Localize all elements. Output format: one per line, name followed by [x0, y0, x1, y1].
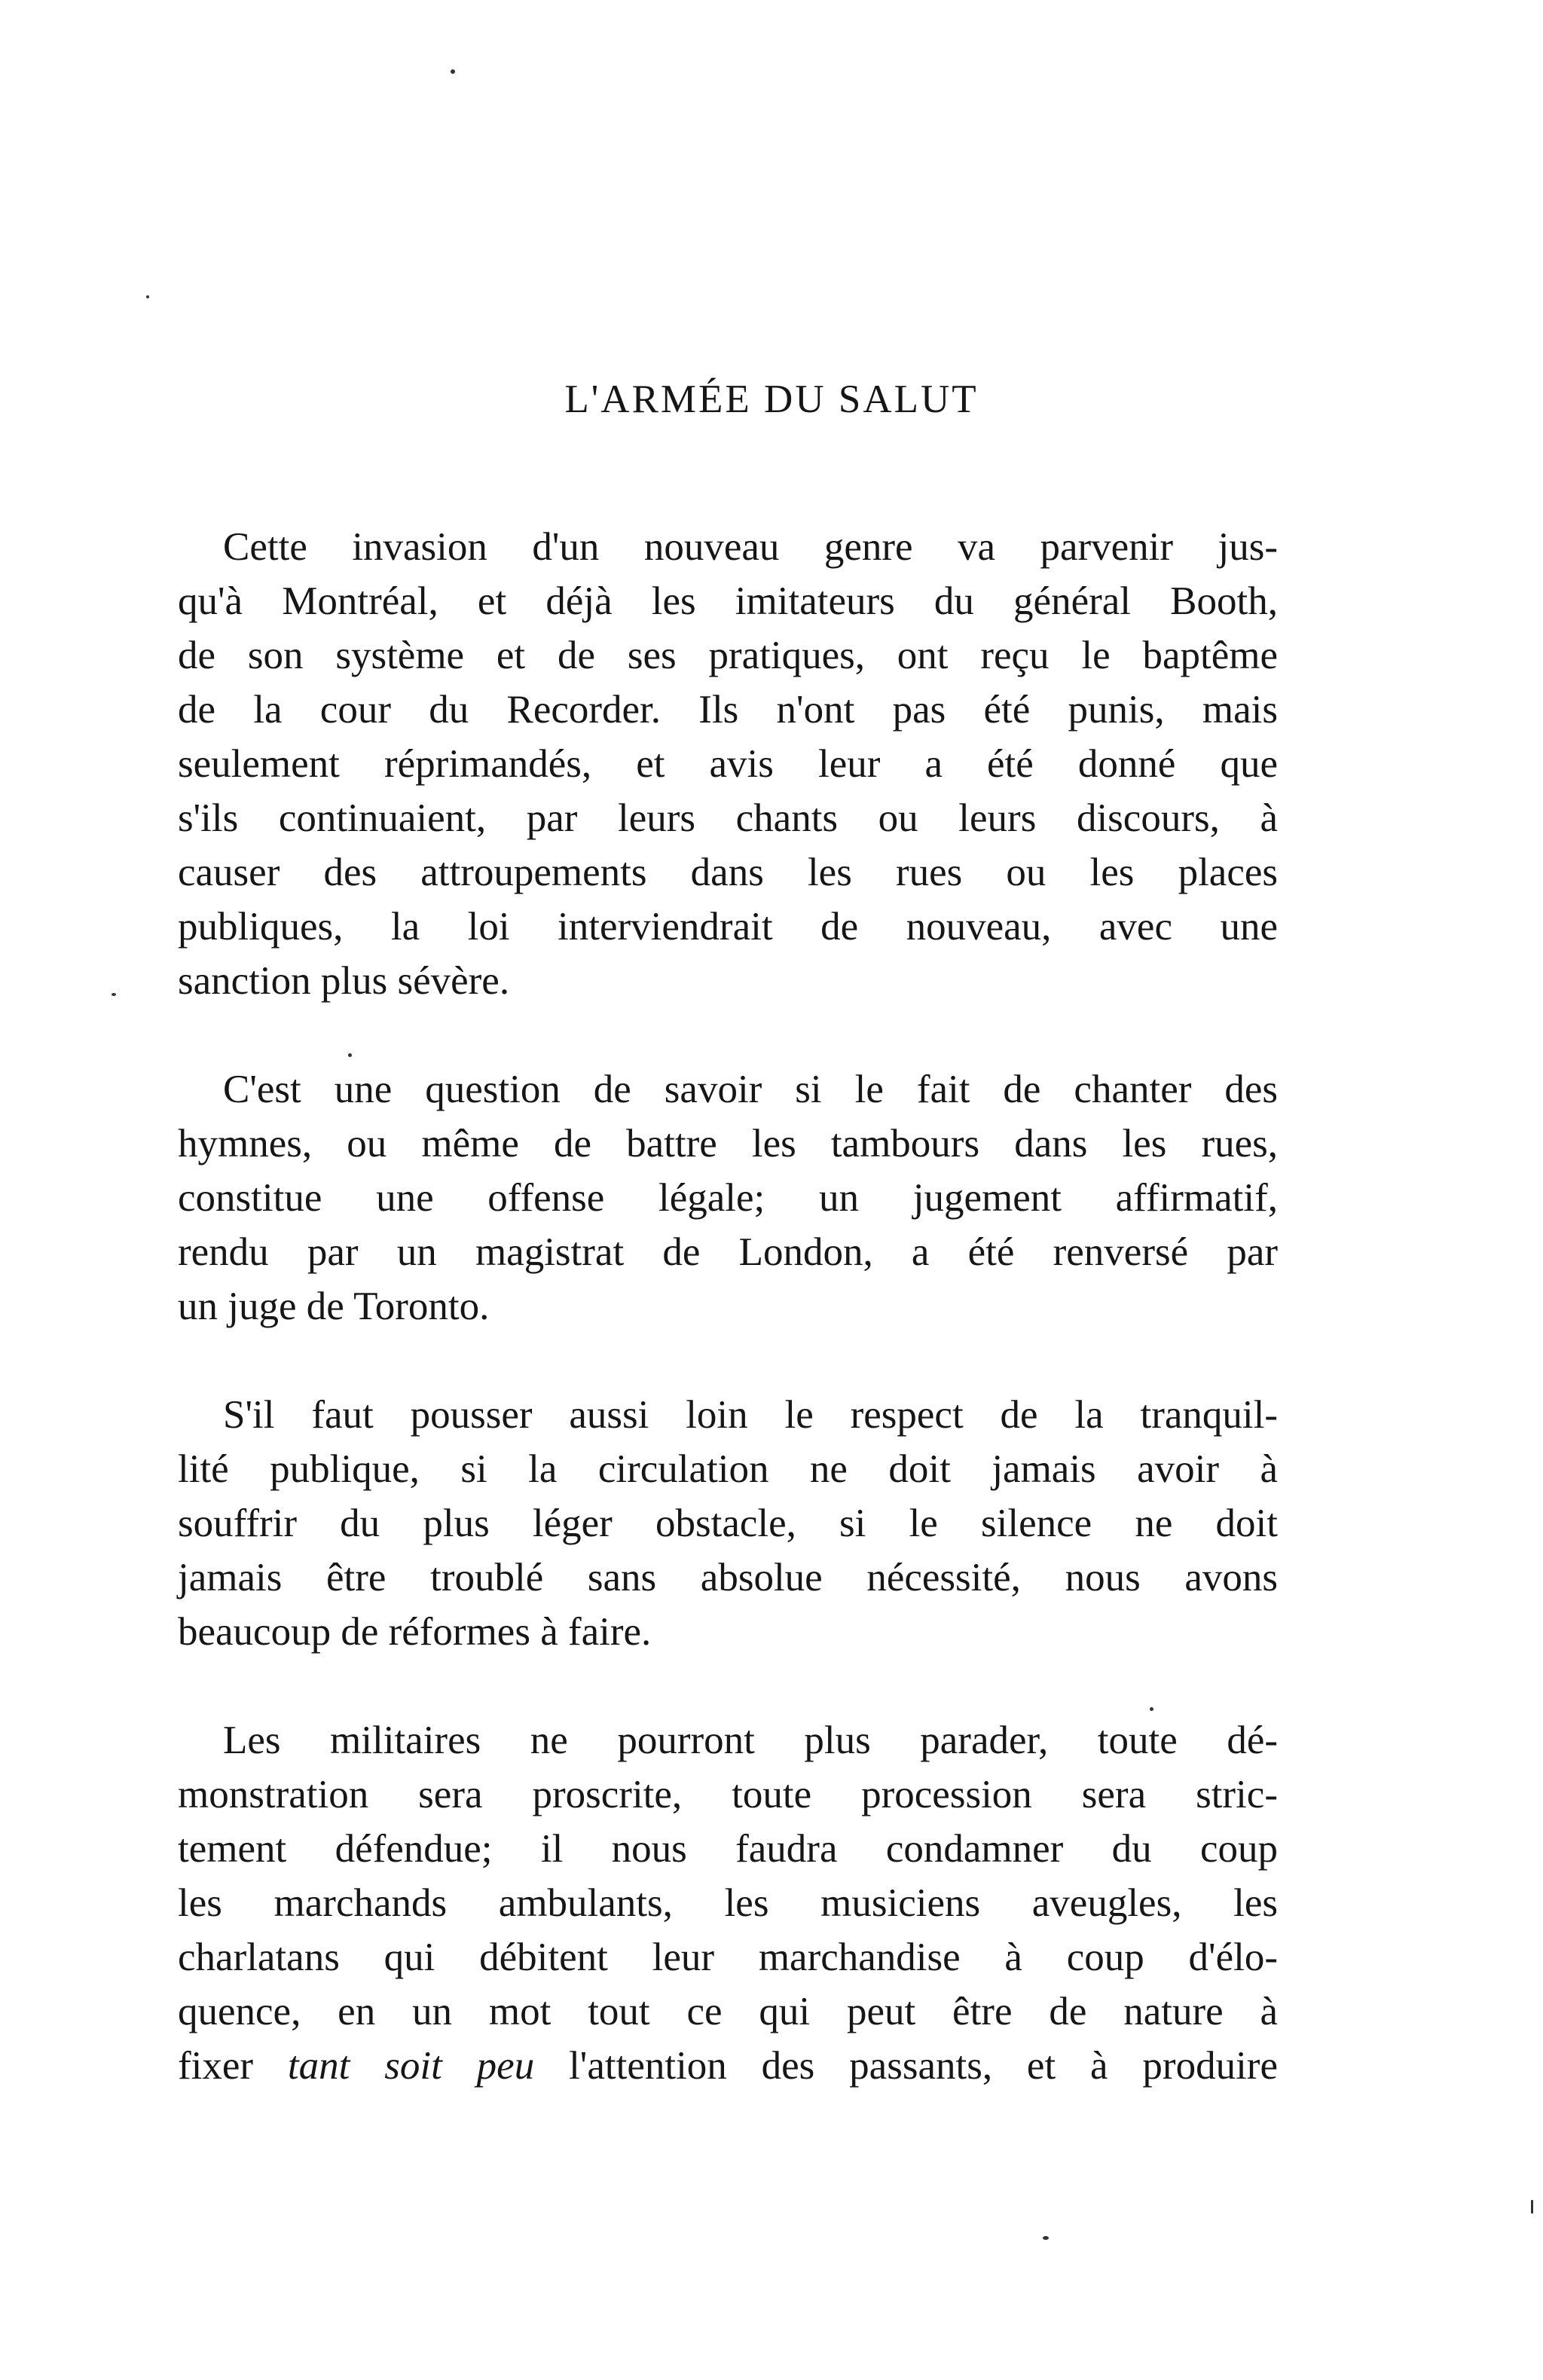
- text-line: Cette invasion d'un nouveau genre va parvenir jus-: [223, 525, 1278, 569]
- text-segment: l'attention des passants, et à produire: [534, 2044, 1278, 2088]
- text-line: seulement réprimandés, et avis leur a été donné que: [178, 742, 1278, 786]
- text-line: jamais être troublé sans absolue nécessité, nous avons: [178, 1556, 1278, 1599]
- text-line: monstration sera proscrite, toute procession sera stric-: [178, 1773, 1278, 1816]
- text-line: souffrir du plus léger obstacle, si le silence ne doit: [178, 1502, 1278, 1545]
- text-line: S'il faut pousser aussi loin le respect de la tranquil-: [223, 1393, 1278, 1437]
- chapter-title: L'ARMÉE DU SALUT: [564, 377, 979, 421]
- text-line: de son système et de ses pratiques, ont reçu le baptême: [178, 634, 1278, 677]
- text-line: Les militaires ne pourront plus parader, toute dé-: [223, 1719, 1278, 1762]
- italic-phrase: tant soit peu: [287, 2044, 535, 2088]
- text-line: C'est une question de savoir si le fait de chanter des: [223, 1068, 1278, 1111]
- scan-speck: [146, 295, 149, 298]
- text-line: de la cour du Recorder. Ils n'ont pas été punis, mais: [178, 688, 1278, 732]
- text-line: tement défendue; il nous faudra condamner du coup: [178, 1827, 1278, 1871]
- text-line-with-italic: [178, 2039, 1278, 2093]
- scan-speck: [1531, 2200, 1533, 2213]
- text-line: publiques, la loi interviendrait de nouveau, avec une: [178, 905, 1278, 949]
- text-line: hymnes, ou même de battre les tambours dans les rues,: [178, 1122, 1278, 1166]
- paragraph-3: [178, 1388, 1278, 1659]
- text-line: charlatans qui débitent leur marchandise à coup d'élo-: [178, 1935, 1278, 1979]
- paragraph-4: [178, 1713, 1278, 2093]
- paragraph-2: [178, 1062, 1278, 1334]
- text-segment: fixer: [178, 2044, 288, 2088]
- paragraph-1: [178, 520, 1278, 1008]
- text-line: quence, en un mot tout ce qui peut être de nature à: [178, 1990, 1278, 2033]
- scan-speck: [112, 993, 116, 996]
- text-line: un juge de Toronto.: [178, 1285, 490, 1328]
- text-line: les marchands ambulants, les musiciens aveugles, les: [178, 1881, 1278, 1925]
- text-line: constitue une offense légale; un jugement affirmatif,: [178, 1176, 1278, 1220]
- text-line: s'ils continuaient, par leurs chants ou leurs discours, à: [178, 796, 1278, 840]
- scan-speck: [1043, 2236, 1049, 2240]
- text-line: rendu par un magistrat de London, a été renversé par: [178, 1230, 1278, 1274]
- scan-speck: [451, 69, 455, 74]
- text-line: qu'à Montréal, et déjà les imitateurs du général Booth,: [178, 579, 1278, 623]
- text-line: sanction plus sévère.: [178, 959, 510, 1003]
- body-text: [178, 520, 1278, 2147]
- text-line: beaucoup de réformes à faire.: [178, 1610, 652, 1654]
- text-line: causer des attroupements dans les rues ou les places: [178, 851, 1278, 894]
- text-line: lité publique, si la circulation ne doit jamais avoir à: [178, 1447, 1278, 1491]
